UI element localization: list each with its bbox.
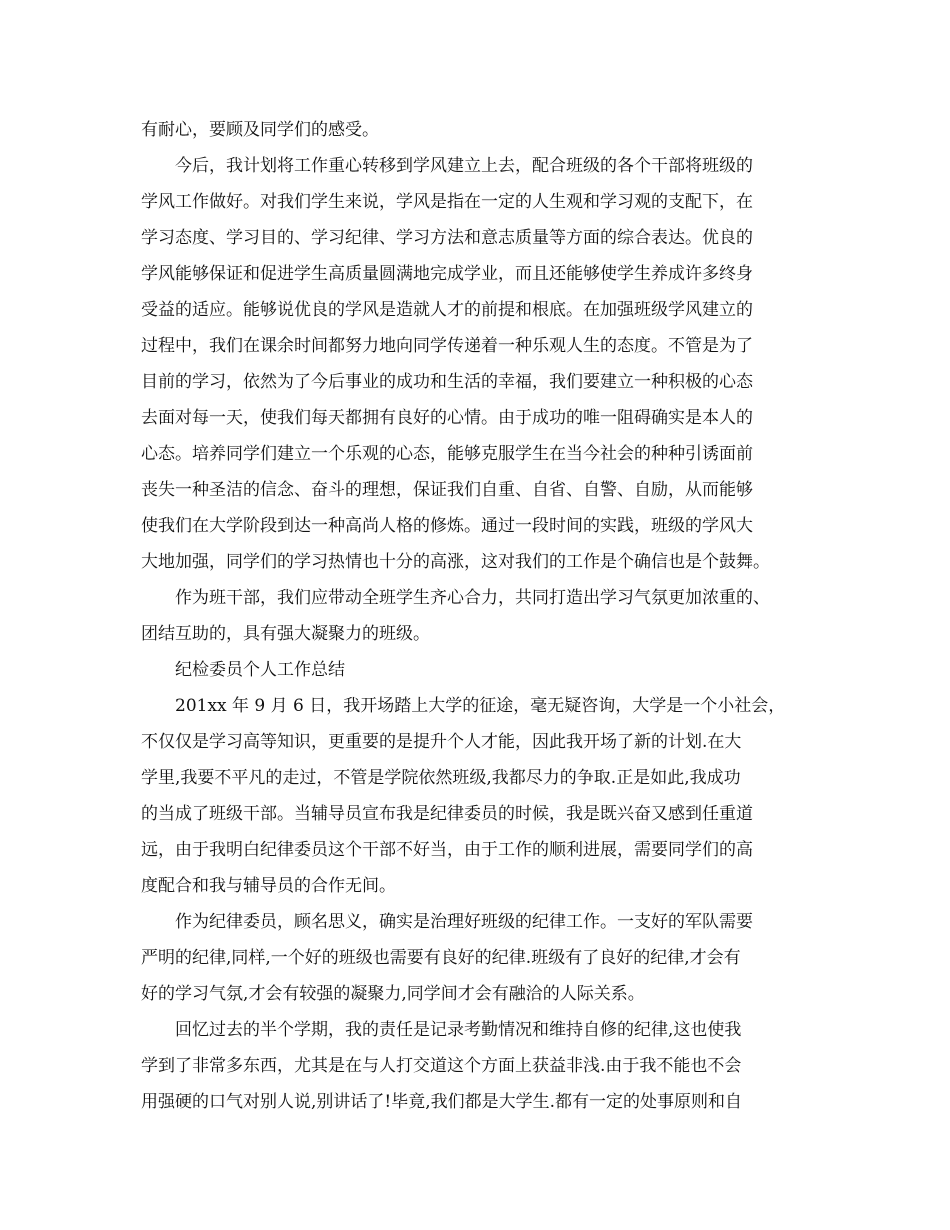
text-line: 严明的纪律,同样,一个好的班级也需要有良好的纪律.班级有了良好的纪律,才会有: [141, 948, 741, 968]
text-line: 201xx 年 9 月 6 日，我开场踏上大学的征途，毫无疑咨询，大学是一个小社会，: [175, 696, 786, 716]
text-line: 学风能够保证和促进学生高质量圆满地完成学业，而且还能够使学生养成许多终身: [141, 264, 753, 284]
text-line: 使我们在大学阶段到达一种高尚人格的修炼。通过一段时间的实践，班级的学风大: [141, 516, 753, 536]
text-line: 今后，我计划将工作重心转移到学风建立上去，配合班级的各个干部将班级的: [175, 156, 753, 176]
document-body: [141, 112, 821, 1120]
text-line: 回忆过去的半个学期，我的责任是记录考勤情况和维持自修的纪律,这也使我: [175, 1020, 742, 1040]
text-line: 心态。培养同学们建立一个乐观的心态，能够克服学生在当今社会的种种引诱面前: [141, 444, 753, 464]
text-line: 过程中，我们在课余时间都努力地向同学传递着一种乐观人生的态度。不管是为了: [141, 336, 753, 356]
text-line: 度配合和我与辅导员的合作无间。: [141, 876, 396, 896]
text-line: 受益的适应。能够说优良的学风是造就人才的前提和根底。在加强班级学风建立的: [141, 300, 753, 320]
text-line: 目前的学习，依然为了今后事业的成功和生活的幸福，我们要建立一种积极的心态: [141, 372, 753, 392]
text-line: 学风工作做好。对我们学生来说，学风是指在一定的人生观和学习观的支配下，在: [141, 192, 753, 212]
text-line: 作为班干部，我们应带动全班学生齐心合力，共同打造出学习气氛更加浓重的、: [175, 588, 770, 608]
text-line: 学里,我要不平凡的走过，不管是学院依然班级,我都尽力的争取.正是如此,我成功: [141, 768, 741, 788]
text-line: 好的学习气氛,才会有较强的凝聚力,同学间才会有融洽的人际关系。: [141, 984, 645, 1004]
text-line: 团结互助的，具有强大凝聚力的班级。: [141, 624, 430, 644]
text-line: 去面对每一天，使我们每天都拥有良好的心情。由于成功的唯一阻碍确实是本人的: [141, 408, 753, 428]
text-line: 学到了非常多东西，尤其是在与人打交道这个方面上获益非浅.由于我不能也不会: [141, 1056, 742, 1076]
text-line: 纪检委员个人工作总结: [175, 660, 345, 680]
text-line: 学习态度、学习目的、学习纪律、学习方法和意志质量等方面的综合表达。优良的: [141, 228, 753, 248]
text-line: 作为纪律委员，顾名思义，确实是治理好班级的纪律工作。一支好的军队需要: [175, 912, 753, 932]
text-line: 大地加强，同学们的学习热情也十分的高涨，这对我们的工作是个确信也是个鼓舞。: [141, 552, 770, 572]
text-line: 有耐心，要顾及同学们的感受。: [141, 120, 379, 140]
text-line: 丧失一种圣洁的信念、奋斗的理想，保证我们自重、自省、自警、自励，从而能够: [141, 480, 753, 500]
text-line: 不仅仅是学习高等知识，更重要的是提升个人才能，因此我开场了新的计划.在大: [141, 732, 742, 752]
text-line: 用强硬的口气对别人说,别讲话了!毕竟,我们都是大学生.都有一定的处事原则和自: [141, 1092, 743, 1112]
text-line: 远，由于我明白纪律委员这个干部不好当，由于工作的顺利进展，需要同学们的高: [141, 840, 753, 860]
text-line: 的当成了班级干部。当辅导员宣布我是纪律委员的时候，我是既兴奋又感到任重道: [141, 804, 753, 824]
